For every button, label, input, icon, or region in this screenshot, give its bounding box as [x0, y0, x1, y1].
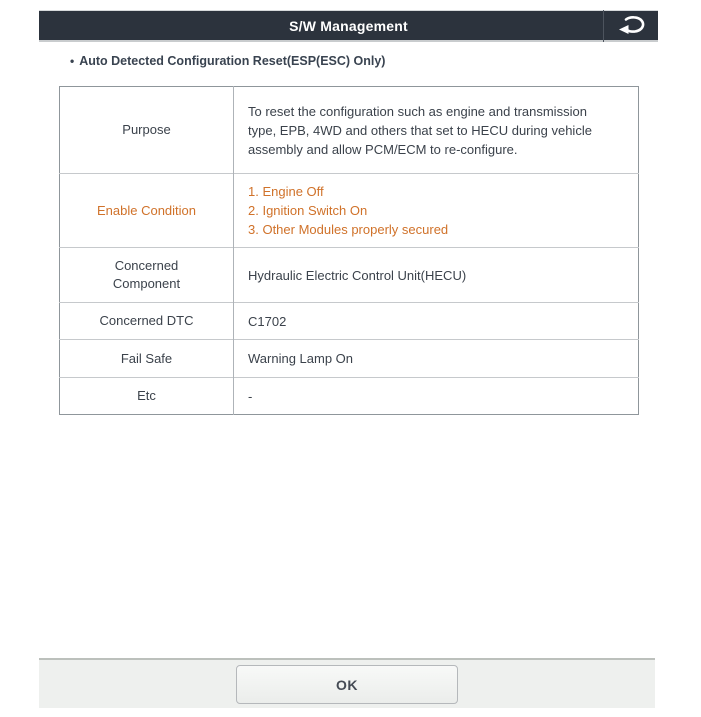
- row-label: Concerned Component: [60, 248, 234, 303]
- condition-line: 2. Ignition Switch On: [248, 203, 368, 218]
- table-row-concerned-component: [60, 248, 639, 303]
- return-arrow-icon: [616, 13, 646, 38]
- bullet-marker: •: [70, 54, 75, 68]
- row-value: [234, 174, 639, 248]
- ok-button[interactable]: OK: [236, 665, 458, 704]
- footer-bar: [39, 658, 655, 708]
- table-row-concerned-dtc: [60, 303, 639, 340]
- condition-line: 3. Other Modules properly secured: [248, 222, 449, 237]
- table-row-fail-safe: [60, 340, 639, 378]
- table-row-etc: [60, 378, 639, 415]
- page-title: S/W Management: [289, 17, 408, 34]
- title-bar: [39, 10, 658, 42]
- row-value: -: [234, 378, 639, 415]
- condition-line: 1. Engine Off: [248, 184, 324, 199]
- row-label: Purpose: [60, 87, 234, 174]
- section-heading: [70, 54, 385, 68]
- row-value: To reset the configuration such as engine and transmission type, EPB, 4WD and others that set to HECU during vehicle assembly and allow PCM/ECM to re-configure.: [248, 103, 592, 157]
- row-label: Etc: [60, 378, 234, 415]
- section-heading-text: Auto Detected Configuration Reset(ESP(ESC) Only): [79, 54, 386, 68]
- back-button[interactable]: [604, 11, 658, 40]
- row-label: Concerned DTC: [60, 303, 234, 340]
- table-row-enable-condition: [60, 174, 639, 248]
- row-value: C1702: [234, 303, 639, 340]
- row-label: Fail Safe: [60, 340, 234, 378]
- row-label: Enable Condition: [60, 174, 234, 248]
- table-row-purpose: [60, 87, 639, 174]
- row-value: Warning Lamp On: [234, 340, 639, 378]
- row-value: Hydraulic Electric Control Unit(HECU): [234, 248, 639, 303]
- info-table: [59, 86, 639, 415]
